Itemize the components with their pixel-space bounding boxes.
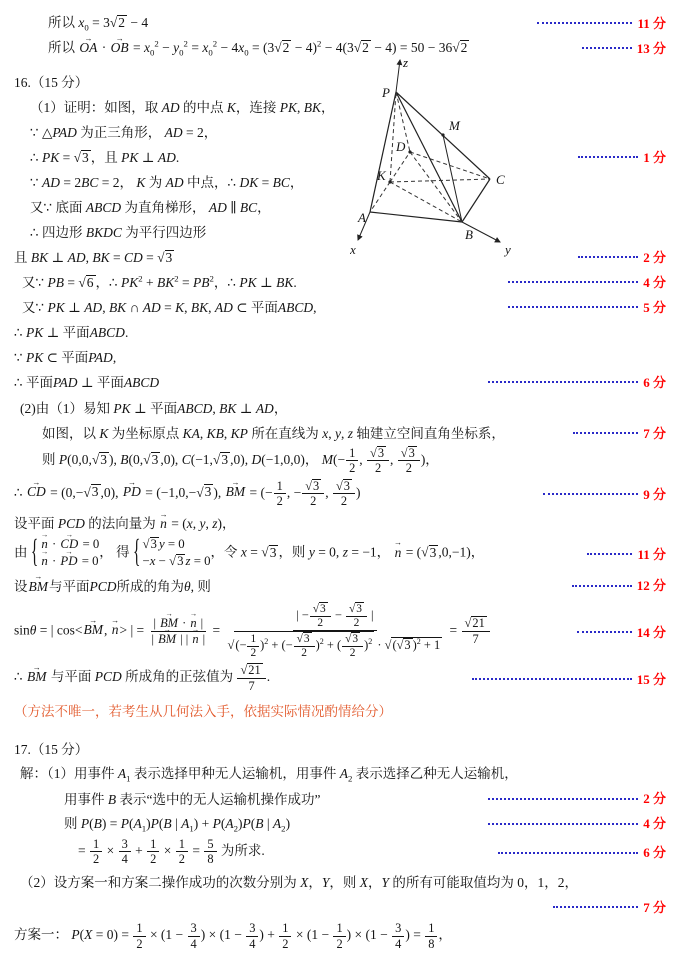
line-content: = $\frac{1}{2}$ × $\frac{3}{4}$ + $\frac{1}{2}$ × $\frac{1}{2}$ = $\frac{5}{8}$ 为所求. xyxy=(78,836,265,867)
figure-label-z: z xyxy=(403,55,409,70)
doc-line xyxy=(14,870,666,892)
line-content: 又∵ PB = √6 ，∴ $PK^2 + BK^2 = PB^2$，∴ PK ⊥ BK. xyxy=(22,273,297,290)
line-content: ∴ 四边形 BKDC 为平行四边形 xyxy=(30,225,207,240)
dotted-leader xyxy=(472,676,632,680)
dotted-leader xyxy=(578,154,638,158)
doc-line xyxy=(14,895,666,917)
score-badge: 11 分 xyxy=(637,546,666,562)
doc-line xyxy=(14,446,666,476)
doc-line xyxy=(14,699,666,721)
doc-line xyxy=(14,95,666,117)
doc-line xyxy=(14,536,666,571)
geometry-figure xyxy=(350,54,550,262)
score-badge: 11 分 xyxy=(637,15,666,31)
score-badge: 2 分 xyxy=(643,791,666,807)
line-content: 如图，以 K 为坐标原点 KA, KB, KP 所在直线为 x, y, z 轴建立空间直角坐标系， xyxy=(42,426,505,441)
doc-line xyxy=(14,663,666,693)
score-badge: 13 分 xyxy=(636,40,666,56)
line-content: ∴ 平面PAD ⊥ 平面ABCD xyxy=(14,375,160,390)
line-content: 16.（15 分） xyxy=(14,75,89,90)
score-badge: 9 分 xyxy=(643,486,666,502)
doc-line xyxy=(14,921,666,951)
figure-label-M: M xyxy=(449,118,460,133)
figure-labels xyxy=(350,55,511,257)
figure-label-C: C xyxy=(496,172,505,187)
doc-line xyxy=(14,511,666,533)
dotted-leader xyxy=(573,430,638,434)
doc-line xyxy=(14,320,666,342)
line-content: 所以 → OA · → OB = $x_0^2 - y_0^2 = x_0^2 - 4x_0 = (3√2 - 4)^2 - 4(3√2 - 4) = 50 - 36√2$ xyxy=(14,36,469,58)
doc-line xyxy=(14,345,666,367)
score-badge: 1 分 xyxy=(643,149,666,165)
dotted-leader xyxy=(578,254,638,258)
score-badge: 4 分 xyxy=(643,816,666,832)
figure-axes xyxy=(358,60,500,242)
dotted-leader xyxy=(582,45,632,49)
score-badge: 4 分 xyxy=(643,274,666,290)
doc-line xyxy=(14,479,666,509)
doc-line xyxy=(14,574,666,596)
doc-line xyxy=(14,195,666,217)
line-content: 设→ BM与平面PCD所成的角为θ, 则 xyxy=(14,575,211,595)
doc-line xyxy=(14,812,666,834)
score-badge: 2 分 xyxy=(643,249,666,265)
line-content: ∵ AD = 2BC = 2， K 为 AD 中点，∴ DK = BC， xyxy=(30,175,304,190)
doc-line xyxy=(14,602,666,661)
figure-label-D: D xyxy=(396,139,406,154)
line-content: 则 $P(B) = P(A_1)P(B$ | $A_1) + P(A_2)P(B$ | $A_2$) xyxy=(64,815,291,834)
dotted-leader xyxy=(488,379,638,383)
grading-note: （方法不唯一，若考生从几何法入手，依据实际情况酌情给分） xyxy=(14,703,392,719)
score-badge: 5 分 xyxy=(643,299,666,315)
score-badge: 7 分 xyxy=(643,899,666,915)
line-content: ∴ → CD = (0,−√3 ,0), → PD = (−1,0,−√3 ), → BM = (− $\frac{1}{2}$ , − $\frac{√3}{2}$ , $\frac{√3}{2}$ ) xyxy=(14,479,360,509)
doc-line xyxy=(14,245,666,267)
doc-line xyxy=(14,220,666,242)
figure-label-P: P xyxy=(382,85,390,100)
doc-line xyxy=(14,11,666,33)
dotted-leader xyxy=(508,304,638,308)
line-content: 设平面 PCD 的法向量为 → n = (x, y, z)， xyxy=(14,512,236,532)
score-badge: 14 分 xyxy=(636,624,666,640)
line-content: 17.（15 分） xyxy=(14,741,89,757)
dotted-leader xyxy=(537,20,632,24)
doc-line xyxy=(14,370,666,392)
doc-line xyxy=(14,421,666,443)
line-content: 且 BK ⊥ AD, BK = CD = √3 xyxy=(14,250,173,265)
figure-label-A: A xyxy=(358,210,366,225)
doc-line xyxy=(14,270,666,292)
line-content: ∵ △PAD 为正三角形， AD = 2， xyxy=(30,125,218,140)
line-content: sinθ = | cos<→ BM, → n> | = $\frac{| \to BM \cdot \to n |}{| \to BM | | \to n |}$ = | − $\frac{√3}{2}$ − $\frac{√3}{2}$ | √(− $\frac{1}{2}$ )$^2$ + (− $\frac{√3}{2}$ )$^2$ + ( $\frac{√3}{2}$ )$^2$ · √(√3 )$^2$ + 1 = $\frac{√21}{7}$ xyxy=(14,602,491,661)
doc-line xyxy=(14,762,666,784)
line-content: ∴ → BM 与平面 PCD 所成角的正弦值为 $\frac{√21}{7}$ . xyxy=(14,663,270,693)
line-content: ∵ PK ⊂ 平面PAD, xyxy=(14,350,117,365)
line-content: 方案一： P(X = 0) = $\frac{1}{2}$ × (1 − $\frac{3}{4}$ ) × (1 − $\frac{3}{4}$ ) + $\frac{1}{2}$ × (1 − $\frac{1}{2}$ ) × (1 − $\frac{3}{4}$ ) = $\frac{1}{8}$ ， xyxy=(14,921,452,951)
doc-line xyxy=(14,837,666,867)
line-content: 解：（1）用事件 $A_1$ 表示选择甲种无人运输机，用事件 $A_2$ 表示选择乙种无人运输机， xyxy=(20,765,518,784)
doc-line xyxy=(14,120,666,142)
dotted-leader xyxy=(488,796,638,800)
doc-line xyxy=(14,36,666,58)
score-badge: 12 分 xyxy=(636,578,666,594)
line-content: (2)由（1）易知 PK ⊥ 平面ABCD, BK ⊥ AD， xyxy=(20,401,288,416)
line-content: （1）证明：如图，取 AD 的中点 K，连接 PK, BK， xyxy=(30,100,335,115)
score-badge: 6 分 xyxy=(643,845,666,861)
doc-line xyxy=(14,70,666,92)
dotted-leader xyxy=(572,583,632,587)
dotted-leader xyxy=(577,629,632,633)
line-content: ∴ PK ⊥ 平面ABCD. xyxy=(14,325,129,340)
figure-label-B: B xyxy=(465,227,473,242)
dotted-leader xyxy=(508,279,638,283)
line-content: 所以 $x_0 = 3√2 - 4$ xyxy=(48,15,149,33)
line-content: 用事件 B 表示“选中的无人运输机操作成功” xyxy=(64,791,321,807)
line-content: （2）设方案一和方案二操作成功的次数分别为 X，Y，则 X，Y 的所有可能取值均为 0，1，2， xyxy=(20,875,579,891)
dotted-leader xyxy=(488,821,638,825)
line-content: 又∵ PK ⊥ AD, BK ∩ AD = K, BK, AD ⊂ 平面ABCD, xyxy=(22,300,317,315)
line-content: 又∵ 底面 ABCD 为直角梯形， AD ∥ BC， xyxy=(30,200,271,215)
figure-solid-edges xyxy=(370,92,490,222)
line-content: 由 { → n · → CD = 0 → n · → PD = 0 ， 得 { √3 y = 0 −x − √3 z = 0 ，令 x = √3 ，则 y = 0, z = −1， → n = (√3 ,0,−1)， xyxy=(14,536,484,571)
line-content: ∴ PK = √3 ，且 PK ⊥ AD. xyxy=(30,150,180,165)
doc-line xyxy=(14,787,666,809)
dotted-leader xyxy=(587,551,632,555)
figure-label-x: x xyxy=(350,242,356,257)
dotted-leader xyxy=(553,904,638,908)
figure-label-K: K xyxy=(377,168,386,183)
line-content: 则 P(0,0,√3 ), B(0,√3 ,0), C(−1,√3 ,0), D(−1,0,0)， M(− $\frac{1}{2}$ , $\frac{√3}{2}$ , $\frac{√3}{2}$ )， xyxy=(42,446,439,476)
doc-line xyxy=(14,396,666,418)
doc-line xyxy=(14,737,666,759)
score-badge: 7 分 xyxy=(643,425,666,441)
dotted-leader xyxy=(543,491,638,495)
figure-label-y: y xyxy=(505,242,511,257)
score-badge: 6 分 xyxy=(643,374,666,390)
doc-line xyxy=(14,295,666,317)
doc-line xyxy=(14,170,666,192)
figure-dashed-edges xyxy=(370,92,490,222)
doc-line xyxy=(14,145,666,167)
score-badge: 15 分 xyxy=(636,671,666,687)
dotted-leader xyxy=(498,850,638,854)
